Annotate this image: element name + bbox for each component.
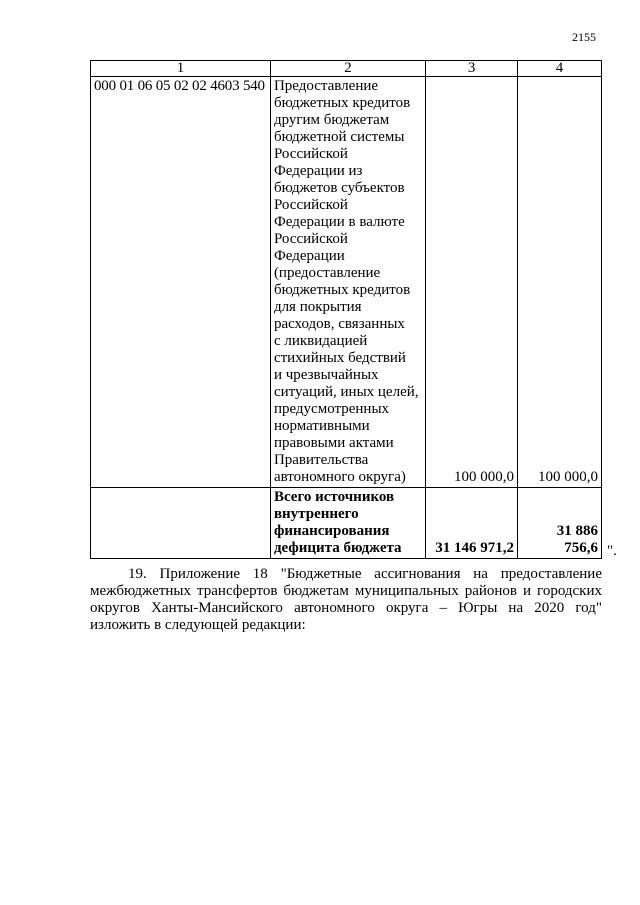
budget-code-cell: 000 01 06 05 02 02 4603 540 xyxy=(91,77,271,488)
paragraph-line-4: изложить в следующей редакции: xyxy=(90,617,306,633)
table-header-row xyxy=(91,61,602,77)
total-code-cell xyxy=(91,488,271,559)
column-header-4: 4 xyxy=(517,61,601,77)
column-header-2: 2 xyxy=(270,61,425,77)
description-cell: Предоставление бюджетных кредитов другим бюджетам бюджетной системы Российской Федерации из бюджетов субъектов Российской Федерации в валюте Российской Федерации (предоставление бюджетных кредитов для покрытия расходов, связанных с ликвидацией стихийных бедствий и чрезвычайных ситуаций, иных целей, предусмотренных нормативными правовыми актами Правительства автономного округа) xyxy=(270,77,425,488)
total-amount-2021-line1: 31 886 xyxy=(556,523,598,539)
table-row xyxy=(91,77,602,488)
total-amount-2021-cell xyxy=(517,488,601,559)
table-total-row xyxy=(91,488,602,559)
column-header-3: 3 xyxy=(426,61,518,77)
paragraph-line-1: 19. Приложение 18 "Бюджетные ассигнования на предоставление xyxy=(128,566,602,582)
budget-sources-table xyxy=(90,60,602,559)
total-amount-2021-line2: 756,6 xyxy=(564,540,598,556)
total-amount-2020-cell: 31 146 971,2 xyxy=(426,488,518,559)
paragraph-line-3: округов Ханты-Мансийского автономного округа – Югры на 2020 год" xyxy=(90,600,602,616)
paragraph-line-2: межбюджетных трансфертов бюджетам муниципальных районов и городских xyxy=(90,583,602,599)
amendment-paragraph xyxy=(90,566,602,634)
amount-2021-cell: 100 000,0 xyxy=(517,77,601,488)
page-number: 2155 xyxy=(572,30,596,44)
amount-2020-cell: 100 000,0 xyxy=(426,77,518,488)
column-header-1: 1 xyxy=(91,61,271,77)
total-description-cell: Всего источников внутреннего финансирования дефицита бюджета xyxy=(270,488,425,559)
closing-quote-mark: ". xyxy=(607,543,617,559)
